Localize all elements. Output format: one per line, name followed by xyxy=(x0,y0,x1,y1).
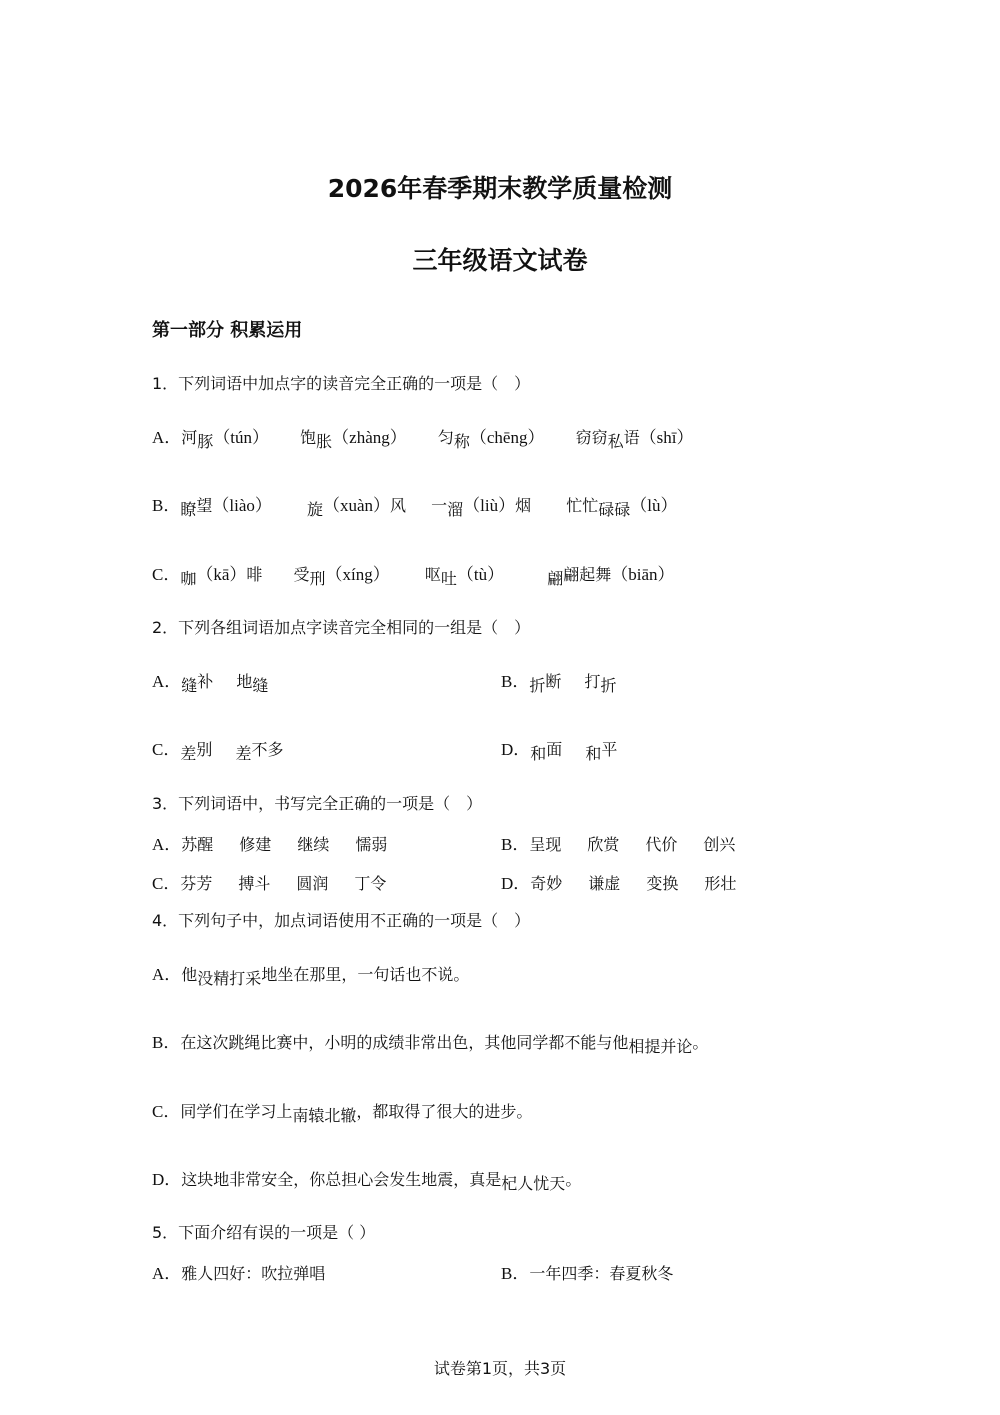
word: 断 xyxy=(545,672,562,691)
word: 风 xyxy=(390,496,407,515)
question-2-stem: 2．下列各组词语加点字读音完全相同的一组是（ ） xyxy=(152,618,531,637)
question-3-stem: 3．下列词语中，书写完全正确的一项是（ ） xyxy=(152,794,483,813)
word: 一 xyxy=(431,496,448,515)
word: 河 xyxy=(181,428,198,447)
word: 呕 xyxy=(424,565,441,584)
dotted-phrase: 杞人忧天 xyxy=(501,1174,566,1193)
question-1-option-a xyxy=(152,423,694,451)
word: 饱 xyxy=(300,428,317,447)
dotted-char: 碌碌 xyxy=(598,500,631,519)
pinyin: （liào） xyxy=(212,496,272,515)
dotted-char: 和 xyxy=(530,744,547,763)
dotted-char: 吐 xyxy=(440,569,457,588)
option-letter: C． xyxy=(152,565,181,584)
sentence-text: 这块地非常安全，你总担心会发生地震，真是 xyxy=(181,1170,502,1189)
sentence-text: 。 xyxy=(565,1170,582,1189)
pinyin: （xíng） xyxy=(325,565,390,584)
option-text: 一年四季：春夏秋冬 xyxy=(529,1264,674,1283)
word: 受 xyxy=(293,565,310,584)
word: 丁令 xyxy=(354,874,387,893)
question-3-option-c xyxy=(152,869,386,894)
option-letter: A． xyxy=(152,835,182,854)
word: 苏醒 xyxy=(181,835,214,854)
pinyin: （kā） xyxy=(196,565,247,584)
question-2-option-c xyxy=(152,735,284,763)
dotted-char: 翩 xyxy=(547,569,564,588)
option-letter: B． xyxy=(152,1033,181,1052)
sentence-text: 。 xyxy=(692,1033,709,1052)
option-letter: C． xyxy=(152,740,181,759)
word: 奇妙 xyxy=(530,874,563,893)
dotted-char: 差 xyxy=(180,744,197,763)
word: 平 xyxy=(601,740,618,759)
word: 形壮 xyxy=(704,874,737,893)
question-1-option-b xyxy=(152,491,678,519)
pinyin: （biān） xyxy=(611,565,675,584)
dotted-char: 私 xyxy=(607,432,624,451)
option-letter: C． xyxy=(152,874,181,893)
word: 面 xyxy=(546,740,563,759)
question-2-option-d xyxy=(501,735,618,763)
pinyin: （xuàn） xyxy=(322,496,391,515)
question-2-option-b xyxy=(501,667,617,695)
option-letter: D． xyxy=(501,740,531,759)
question-4-option-d xyxy=(152,1165,582,1193)
dotted-char: 和 xyxy=(585,744,602,763)
dotted-char: 缝 xyxy=(181,676,198,695)
dotted-char: 差 xyxy=(235,744,252,763)
question-5-option-a xyxy=(152,1259,325,1284)
word: 补 xyxy=(197,672,214,691)
question-4-option-c xyxy=(152,1097,533,1125)
dotted-char: 折 xyxy=(529,676,546,695)
dotted-char: 豚 xyxy=(197,432,214,451)
option-letter: A． xyxy=(152,428,182,447)
word: 懦弱 xyxy=(355,835,388,854)
sentence-text: ，都取得了很大的进步。 xyxy=(356,1102,533,1121)
word: 别 xyxy=(196,740,213,759)
page-title: 2026年春季期末教学质量检测 xyxy=(327,174,673,203)
pinyin: （lù） xyxy=(630,496,678,515)
option-letter: A． xyxy=(152,672,182,691)
pinyin: （liù） xyxy=(463,496,516,515)
word: 语 xyxy=(623,428,640,447)
word: 烟 xyxy=(515,496,532,515)
question-4-option-b xyxy=(152,1028,709,1056)
question-1-option-c xyxy=(152,560,675,588)
word: 打 xyxy=(584,672,601,691)
page-subtitle: 三年级语文试卷 xyxy=(412,246,588,275)
pinyin: （tù） xyxy=(456,565,505,584)
dotted-phrase: 相提并论 xyxy=(628,1037,693,1056)
word: 继续 xyxy=(297,835,330,854)
question-2-option-a xyxy=(152,667,269,695)
question-5-option-b xyxy=(501,1259,673,1284)
word: 芬芳 xyxy=(180,874,213,893)
option-letter: B． xyxy=(501,1264,530,1283)
question-3-option-d xyxy=(501,869,736,894)
pinyin: （shī） xyxy=(639,428,694,447)
dotted-char: 胀 xyxy=(316,432,333,451)
page-footer: 试卷第1页，共3页 xyxy=(433,1359,567,1378)
sentence-text: 地坐在那里，一句话也不说。 xyxy=(261,965,470,984)
word: 呈现 xyxy=(529,835,562,854)
word: 望 xyxy=(196,496,213,515)
option-text: 雅人四好：吹拉弹唱 xyxy=(181,1264,326,1283)
dotted-char: 旋 xyxy=(306,500,323,519)
dotted-char: 称 xyxy=(453,432,470,451)
option-letter: D． xyxy=(501,874,531,893)
word: 翩起舞 xyxy=(563,565,612,584)
option-letter: B． xyxy=(152,496,181,515)
dotted-phrase: 没精打采 xyxy=(197,969,262,988)
word: 创兴 xyxy=(703,835,736,854)
question-1-stem: 1．下列词语中加点字的读音完全正确的一项是（ ） xyxy=(152,374,531,393)
pinyin: （chēng） xyxy=(469,428,545,447)
word: 圆润 xyxy=(296,874,329,893)
pinyin: （zhàng） xyxy=(332,428,407,447)
option-letter: B． xyxy=(501,835,530,854)
pinyin: （tún） xyxy=(213,428,270,447)
sentence-text: 他 xyxy=(181,965,198,984)
option-letter: A． xyxy=(152,965,182,984)
dotted-char: 折 xyxy=(600,676,617,695)
dotted-char: 瞭 xyxy=(180,500,197,519)
word: 忙忙 xyxy=(566,496,599,515)
word: 地 xyxy=(236,672,253,691)
dotted-char: 刑 xyxy=(309,569,326,588)
word: 修建 xyxy=(239,835,272,854)
question-4-option-a xyxy=(152,960,470,988)
word: 搏斗 xyxy=(238,874,271,893)
question-5-stem: 5．下面介绍有误的一项是（ ） xyxy=(152,1223,376,1242)
word: 变换 xyxy=(646,874,679,893)
word: 代价 xyxy=(645,835,678,854)
sentence-text: 在这次跳绳比赛中，小明的成绩非常出色，其他同学都不能与他 xyxy=(180,1033,629,1052)
dotted-phrase: 南辕北辙 xyxy=(292,1106,357,1125)
word: 啡 xyxy=(246,565,263,584)
option-letter: B． xyxy=(501,672,530,691)
dotted-char: 缝 xyxy=(252,676,269,695)
word: 欣赏 xyxy=(587,835,620,854)
word: 匀 xyxy=(437,428,454,447)
word: 谦虚 xyxy=(588,874,621,893)
option-letter: C． xyxy=(152,1102,181,1121)
word: 不多 xyxy=(251,740,284,759)
word: 窃窃 xyxy=(575,428,608,447)
option-letter: A． xyxy=(152,1264,182,1283)
question-3-option-a xyxy=(152,830,387,855)
dotted-char: 咖 xyxy=(180,569,197,588)
question-3-option-b xyxy=(501,830,735,855)
sentence-text: 同学们在学习上 xyxy=(180,1102,293,1121)
question-4-stem: 4．下列句子中，加点词语使用不正确的一项是（ ） xyxy=(152,911,531,930)
section-heading: 第一部分 积累运用 xyxy=(152,320,303,341)
dotted-char: 溜 xyxy=(447,500,464,519)
option-letter: D． xyxy=(152,1170,182,1189)
